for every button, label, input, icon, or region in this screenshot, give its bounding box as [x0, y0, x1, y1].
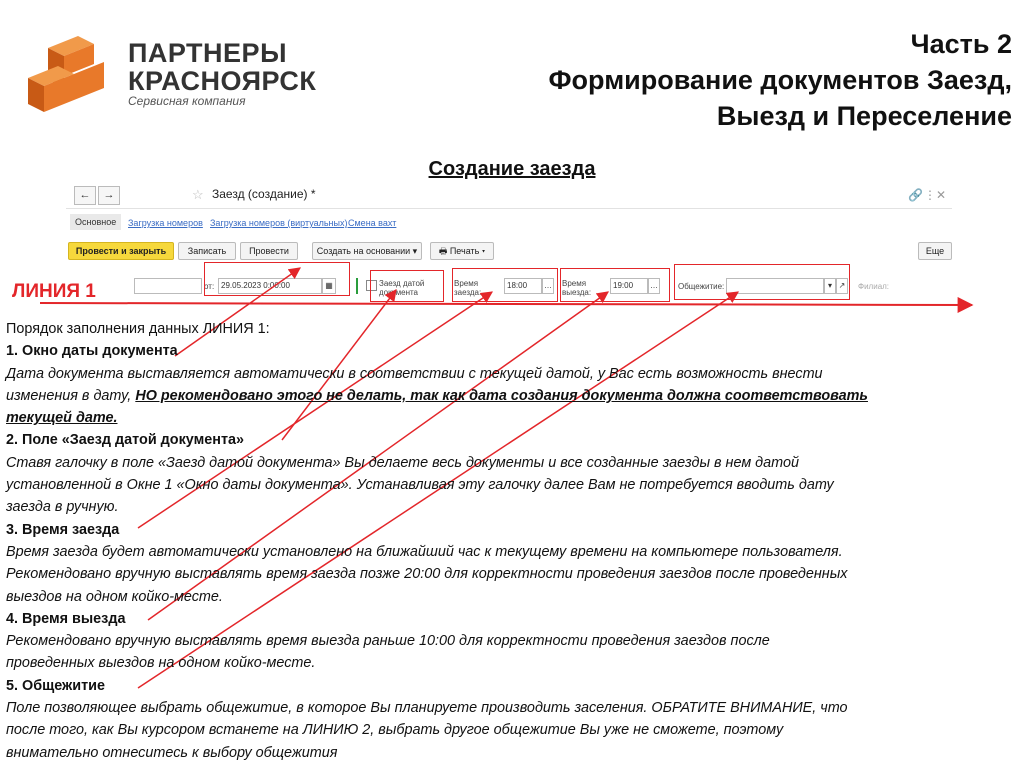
tab-room-load[interactable]: Загрузка номеров [128, 218, 203, 228]
section-1-text-3: текущей дате. [6, 410, 118, 427]
section-2-text-3: заезда в ручную. [6, 499, 119, 516]
tab-room-load-virtual[interactable]: Загрузка номеров (виртуальных) [210, 218, 348, 228]
section-4-text-2: проведенных выездов на одном койко-месте. [6, 655, 316, 672]
section-3-text-2: Рекомендовано вручную выставлять время заезда позже 20:00 для корректности проведения заездов после проведенных [6, 566, 848, 583]
section-3-title: 3. Время заезда [6, 521, 120, 538]
section-2-title: 2. Поле «Заезд датой документа» [6, 432, 245, 449]
section-1-warning: НО рекомендовано этого не делать, так как дата создания документа должна соответствовать [135, 387, 868, 404]
section-4-text-1: Рекомендовано вручную выставлять время выезда раньше 10:00 для корректности проведения заездов после [6, 633, 770, 650]
print-button[interactable]: 🖶 Печать ▾ [430, 242, 494, 260]
checkin-time-picker[interactable]: … [542, 278, 554, 294]
checkin-by-date-label: Заезд датой документа [379, 279, 425, 297]
section-subtitle: Создание заезда [428, 158, 596, 180]
save-button[interactable]: Записать [178, 242, 236, 260]
forward-button[interactable]: → [98, 186, 120, 205]
logo-line-3: Сервисная компания [128, 94, 246, 108]
dorm-open-icon[interactable]: ↗ [836, 278, 848, 294]
window-title: Заезд (создание) * [212, 187, 316, 201]
tab-shift-change[interactable]: Смена вахт [348, 218, 397, 228]
more-options-icon[interactable]: ⋮ [924, 188, 936, 202]
checkout-time-label: Время выезда: [562, 279, 592, 297]
section-1-text-2 [6, 385, 1016, 407]
section-1-text-2a: изменения в дату, [6, 387, 136, 404]
dorm-label: Общежитие: [678, 282, 725, 291]
logo-line-2: КРАСНОЯРСК [128, 66, 317, 96]
title-line-1: Часть 2 [910, 29, 1012, 59]
line1-label: ЛИНИЯ 1 [12, 281, 96, 302]
tab-main[interactable]: Основное [70, 214, 121, 230]
section-3-text-1: Время заезда будет автоматически установлено на ближайший час к текущему времени на компьютере пользователя. [6, 543, 843, 560]
link-icon[interactable]: 🔗 [908, 188, 923, 202]
more-button[interactable]: Еще [918, 242, 952, 260]
section-2-text-2: установленной в Окне 1 «Окно даты документа». Устанавливая эту галочку далее Вам не потребуется вводить дату [6, 477, 834, 494]
section-1-title: 1. Окно даты документа [6, 343, 178, 360]
date-label: от: [204, 282, 215, 291]
close-icon[interactable]: ✕ [936, 188, 947, 202]
document-date-input[interactable]: 29.05.2023 0:00:00 [218, 278, 322, 294]
section-5-text-3: внимательно отнеситесь к выбору общежития [6, 744, 338, 761]
title-line-3: Выезд и Переселение [716, 101, 1012, 131]
checkin-time-input[interactable]: 18:00 [504, 278, 542, 294]
calendar-icon[interactable]: ▦ [322, 278, 336, 294]
post-button[interactable]: Провести [240, 242, 298, 260]
checkin-time-label: Время заезда: [454, 279, 482, 297]
line1-arrow [40, 303, 972, 305]
dorm-dropdown-icon[interactable]: ▾ [824, 278, 836, 294]
post-and-close-button[interactable]: Провести и закрыть [68, 242, 174, 260]
favorite-star-icon[interactable]: ☆ [192, 187, 204, 202]
checkout-time-picker[interactable]: … [648, 278, 660, 294]
section-5-title: 5. Общежитие [6, 677, 105, 694]
section-2-text-1: Ставя галочку в поле «Заезд датой документа» Вы делаете весь документы и все созданные заезды в нем датой [6, 454, 799, 471]
section-4-title: 4. Время выезда [6, 610, 126, 627]
instructions [6, 318, 1016, 764]
section-1-text-1: Дата документа выставляется автоматически в соответствии с текущей датой, у Вас есть возможность внести [6, 365, 823, 382]
title-line-2: Формирование документов Заезд, [548, 65, 1012, 95]
back-button[interactable]: ← [74, 186, 96, 205]
section-5-text-2: после того, как Вы курсором встанете на ЛИНИЮ 2, выбрать другое общежитие Вы уже не сможете, поэтому [6, 722, 784, 739]
section-5-text-1: Поле позволяющее выбрать общежитие, в которое Вы планируете производить заселения. ОБРАТИТЕ ВНИМАНИЕ, что [6, 700, 848, 717]
checkout-time-input[interactable]: 19:00 [610, 278, 648, 294]
instructions-intro: Порядок заполнения данных ЛИНИЯ 1: [6, 321, 270, 337]
create-based-on-button[interactable]: Создать на основании ▾ [312, 242, 422, 260]
section-3-text-3: выездов на одном койко-месте. [6, 588, 223, 605]
logo-line-1: ПАРТНЕРЫ [128, 38, 287, 68]
branch-label: Филиал: [858, 282, 890, 291]
